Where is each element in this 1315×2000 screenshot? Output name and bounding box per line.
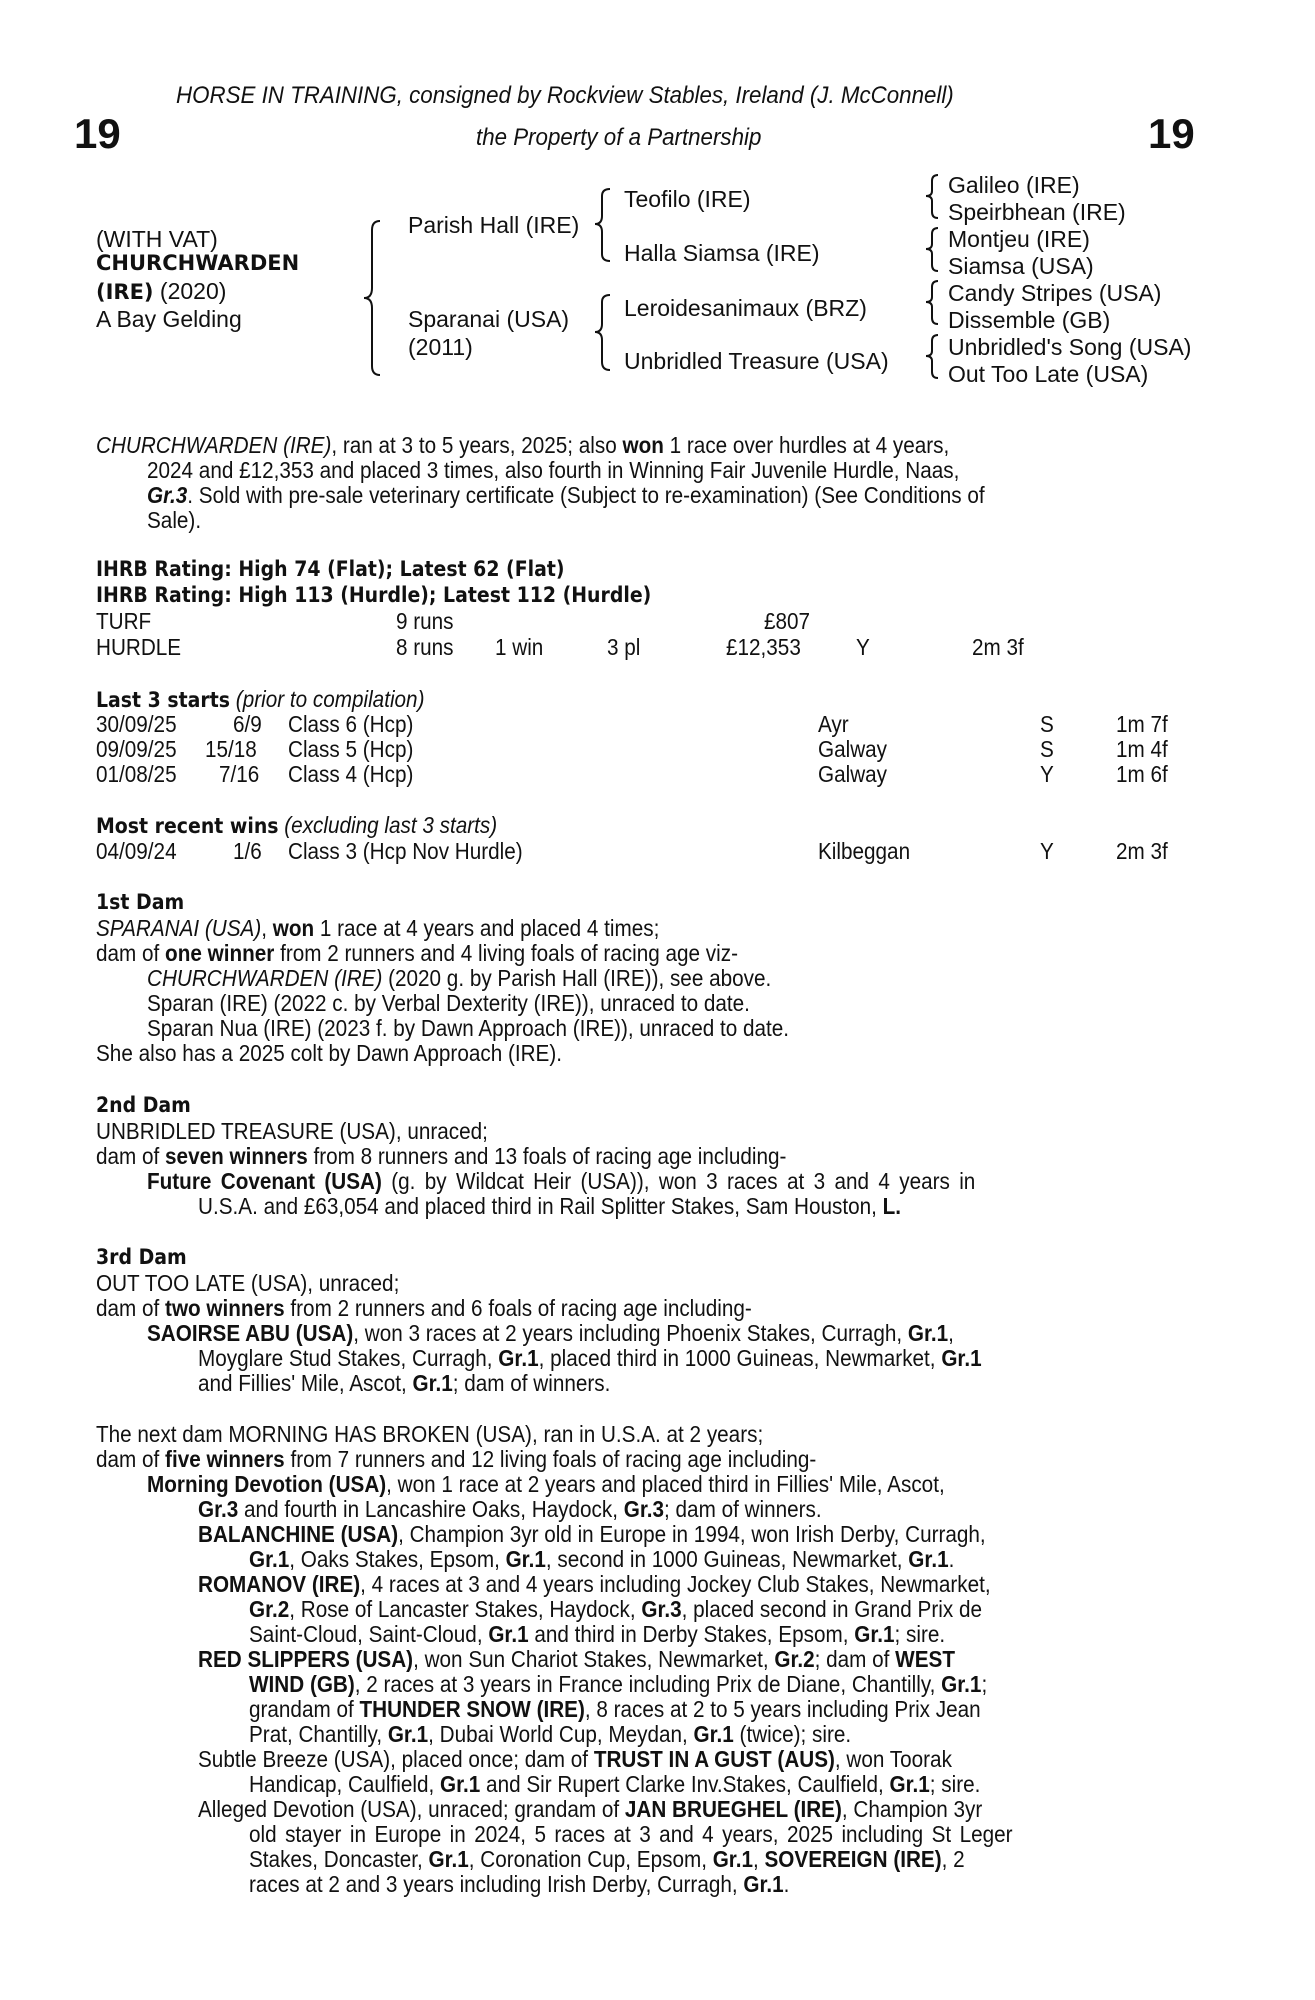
text: ; sire. (894, 1621, 946, 1647)
alleged-devotion-line-4 (249, 1871, 789, 1897)
dam3-progeny-line-1: SAOIRSE ABU (USA), won 3 races at 2 years including Phoenix Stakes, Curragh, Gr.1, (147, 1320, 954, 1346)
record-type: HURDLE (96, 634, 182, 660)
morning-devotion-line-2 (198, 1496, 822, 1522)
text: ; (981, 1671, 988, 1697)
text: , (753, 1846, 765, 1872)
text: Stakes, Doncaster, (249, 1846, 429, 1872)
recent-wins-heading (96, 812, 497, 839)
text: grandam of (249, 1696, 360, 1722)
sire: Parish Hall (IRE) (408, 212, 580, 238)
dam1-foal-2: Sparan (IRE) (2022 c. by Verbal Dexterity (IRE)), unraced to date. (147, 990, 750, 1016)
dam4-line-1: The next dam MORNING HAS BROKEN (USA), ran in U.S.A. at 2 years; (96, 1421, 764, 1447)
grade-badge: Gr.1 (440, 1771, 481, 1797)
balanchine-line-2 (249, 1546, 954, 1572)
text: and Fillies' Mile, Ascot, (198, 1370, 413, 1396)
red-slippers-line-4 (249, 1721, 851, 1747)
pedigree-brace-g78 (924, 332, 944, 382)
owner-line: the Property of a Partnership (476, 124, 762, 151)
dam: Sparanai (USA) (408, 306, 570, 332)
text: , (261, 915, 273, 941)
grade-badge: Gr.1 (412, 1370, 453, 1396)
dam2-winners: seven winners (165, 1143, 308, 1169)
start-course: Ayr (818, 711, 849, 737)
ggp-3: Montjeu (IRE) (948, 226, 1090, 252)
horse-name: CHURCHWARDEN (96, 251, 300, 275)
record-wins: 1 win (495, 634, 544, 660)
text: U.S.A. and £63,054 and placed third in Rail Splitter Stakes, Sam Houston, (198, 1193, 883, 1219)
ggp-4: Siamsa (USA) (948, 253, 1094, 279)
start-date: 09/09/25 (96, 736, 177, 762)
dam1-won: won (272, 915, 315, 941)
progeny-name: WIND (GB) (249, 1671, 355, 1697)
text: , Champion 3yr (841, 1796, 983, 1822)
dam1-winners: one winner (165, 940, 275, 966)
subtle-breeze-line-2 (249, 1771, 980, 1797)
text: and third in Derby Stakes, Epsom, (528, 1621, 855, 1647)
grade-badge: Gr.1 (889, 1771, 930, 1797)
progeny-name: ROMANOV (IRE) (198, 1571, 361, 1597)
grade-badge: Gr.3 (198, 1496, 239, 1522)
start-date: 30/09/25 (96, 711, 177, 737)
record-runs: 8 runs (396, 634, 454, 660)
summary-line-4: Sale). (147, 507, 202, 533)
red-slippers-line-3 (249, 1696, 981, 1722)
recent-wins-subtitle: (excluding last 3 starts) (284, 812, 498, 838)
win-going: Y (1040, 838, 1054, 864)
text: , 8 races at 2 to 5 years including Prix Jean (584, 1696, 981, 1722)
summary-horse-name: CHURCHWARDEN (IRE) (96, 432, 332, 458)
lot-number-left: 19 (74, 110, 121, 157)
progeny-name: Future Covenant (USA) (147, 1168, 382, 1194)
start-course: Galway (818, 761, 888, 787)
dam1-note: She also has a 2025 colt by Dawn Approach (IRE). (96, 1040, 563, 1066)
progeny-name: THUNDER SNOW (IRE) (359, 1696, 585, 1722)
dam3-line-1: OUT TOO LATE (USA), unraced; (96, 1270, 400, 1296)
win-course: Kilbeggan (818, 838, 911, 864)
ggp-5: Candy Stripes (USA) (948, 280, 1162, 306)
foal-name: CHURCHWARDEN (IRE) (147, 965, 383, 991)
ggp-2: Speirbhean (IRE) (948, 199, 1126, 225)
grade-badge: Gr.1 (712, 1846, 753, 1872)
text: , won 3 races at 2 years including Phoenix Stakes, Curragh, (353, 1320, 908, 1346)
text: ; sire. (929, 1771, 981, 1797)
horse-year: (2020) (159, 278, 227, 304)
dam-sire: Leroidesanimaux (BRZ) (624, 295, 867, 321)
text: (g. by Wildcat Heir (USA)), won 3 races at 3 and 4 years in (381, 1168, 976, 1194)
dam3-line-2 (96, 1295, 752, 1321)
grade-badge: Gr.1 (387, 1721, 429, 1747)
sire-dam: Halla Siamsa (IRE) (624, 240, 820, 266)
text: and Sir Rupert Clarke Inv.Stakes, Caulfield, (480, 1771, 890, 1797)
morning-devotion-line-1 (147, 1471, 945, 1497)
record-runs: 9 runs (396, 608, 454, 634)
record-prize: £12,353 (726, 634, 801, 660)
text: , 2 (941, 1846, 965, 1872)
pedigree-brace-dam (592, 292, 616, 376)
text: Alleged Devotion (USA), unraced; grandam of (198, 1796, 625, 1822)
alleged-devotion-line-1 (198, 1796, 982, 1822)
summary-won: won (622, 432, 664, 458)
text: ; dam of winners. (664, 1496, 822, 1522)
win-date: 04/09/24 (96, 838, 177, 864)
dam1-line-1 (96, 915, 659, 941)
text: Moyglare Stud Stakes, Curragh, (198, 1345, 499, 1371)
start-class: Class 4 (Hcp) (288, 761, 414, 787)
grade-badge: Gr.1 (907, 1320, 949, 1346)
pedigree-brace-g12 (924, 172, 944, 222)
listed-badge: L. (882, 1193, 902, 1219)
record-type: TURF (96, 608, 152, 634)
summary-line-1 (96, 432, 949, 458)
text: from 2 runners and 6 foals of racing age including- (284, 1295, 752, 1321)
dam3-winners: two winners (165, 1295, 285, 1321)
progeny-name: JAN BRUEGHEL (IRE) (624, 1796, 842, 1822)
horse-description: A Bay Gelding (96, 306, 242, 332)
grade-badge: Gr.1 (498, 1345, 539, 1371)
ggp-8: Out Too Late (USA) (948, 361, 1149, 387)
text: dam of (96, 1446, 166, 1472)
summary-line-3 (147, 482, 985, 508)
record-going: Y (856, 634, 870, 660)
start-position: 7/16 (219, 761, 260, 787)
progeny-name: SOVEREIGN (IRE) (764, 1846, 942, 1872)
text: Saint-Cloud, Saint-Cloud, (249, 1621, 489, 1647)
start-going: Y (1040, 761, 1054, 787)
grade-badge: Gr.2 (249, 1596, 290, 1622)
subtle-breeze-line-1 (198, 1746, 952, 1772)
text: (2020 g. by Parish Hall (IRE)), see above. (382, 965, 772, 991)
grade-badge: Gr.1 (941, 1671, 982, 1697)
last-starts-title: Last 3 starts (96, 688, 231, 712)
text: , 2 races at 3 years in France including Prix de Diane, Chantilly, (354, 1671, 942, 1697)
win-class: Class 3 (Hcp Nov Hurdle) (288, 838, 523, 864)
vat-label: (WITH VAT) (96, 226, 218, 252)
lot-number-right: 19 (1148, 110, 1195, 157)
text: , won 1 race at 2 years and placed third in Fillies' Mile, Ascot, (386, 1471, 945, 1497)
text: Subtle Breeze (USA), placed once; dam of (198, 1746, 594, 1772)
text: , won Sun Chariot Stakes, Newmarket, (413, 1646, 775, 1672)
text: from 2 runners and 4 living foals of racing age viz- (274, 940, 738, 966)
grade-badge: Gr.3 (641, 1596, 682, 1622)
romanov-line-3 (249, 1621, 945, 1647)
record-distance: 2m 3f (972, 634, 1024, 660)
grade-badge: Gr.2 (774, 1646, 815, 1672)
grade-badge: Gr.1 (693, 1721, 734, 1747)
pedigree-brace-main (360, 218, 390, 378)
dam-dam: Unbridled Treasure (USA) (624, 348, 889, 374)
ggp-7: Unbridled's Song (USA) (948, 334, 1192, 360)
progeny-name: SAOIRSE ABU (USA) (147, 1320, 354, 1346)
last-starts-subtitle: (prior to compilation) (235, 686, 425, 712)
sire-sire: Teofilo (IRE) (624, 186, 751, 212)
start-class: Class 5 (Hcp) (288, 736, 414, 762)
text: , Oaks Stakes, Epsom, (289, 1546, 506, 1572)
dam1-title: 1st Dam (96, 890, 185, 914)
dam1-line-2 (96, 940, 738, 966)
rating-hurdle: IHRB Rating: High 113 (Hurdle); Latest 112 (Hurdle) (96, 583, 652, 607)
record-placed: 3 pl (607, 634, 641, 660)
text: , Rose of Lancaster Stakes, Haydock, (289, 1596, 642, 1622)
text: from 8 runners and 13 foals of racing age including- (307, 1143, 787, 1169)
dam4-winners: five winners (165, 1446, 285, 1472)
grade-badge: Gr.1 (941, 1345, 982, 1371)
text: races at 2 and 3 years including Irish Derby, Curragh, (249, 1871, 744, 1897)
win-distance: 2m 3f (1116, 838, 1168, 864)
text: , 4 races at 3 and 4 years including Jockey Club Stakes, Newmarket, (360, 1571, 991, 1597)
text: dam of (96, 940, 166, 966)
text: . (948, 1546, 955, 1572)
alleged-devotion-line-2: old stayer in Europe in 2024, 5 races at 3 and 4 years, 2025 including St Leger (249, 1821, 1013, 1847)
dam3-title: 3rd Dam (96, 1245, 187, 1269)
text: 1 race at 4 years and placed 4 times; (314, 915, 660, 941)
text: , Champion 3yr old in Europe in 1994, won Irish Derby, Curragh, (398, 1521, 986, 1547)
horse-country: (IRE) (96, 280, 154, 304)
grade-badge: Gr.1 (488, 1621, 529, 1647)
recent-wins-title: Most recent wins (96, 814, 279, 838)
summary-grade: Gr.3 (147, 482, 188, 508)
romanov-line-2 (249, 1596, 982, 1622)
dam1-name: SPARANAI (USA) (96, 915, 262, 941)
dam4-line-2 (96, 1446, 816, 1472)
grade-badge: Gr.1 (743, 1871, 784, 1897)
text: from 7 runners and 12 living foals of racing age including- (284, 1446, 817, 1472)
progeny-name: WEST (895, 1646, 955, 1672)
grade-badge: Gr.3 (623, 1496, 665, 1522)
red-slippers-line-2 (249, 1671, 987, 1697)
text: ; dam of (814, 1646, 896, 1672)
summary-text: , ran at 3 to 5 years, 2025; also (331, 432, 623, 458)
dam2-progeny-line-1 (147, 1168, 975, 1194)
dam3-progeny-line-2 (198, 1345, 982, 1371)
alleged-devotion-line-3 (249, 1846, 965, 1872)
start-distance: 1m 7f (1116, 711, 1168, 737)
dam1-foal-1 (147, 965, 771, 991)
balanchine-line-1 (198, 1521, 986, 1547)
progeny-name: RED SLIPPERS (USA) (198, 1646, 414, 1672)
pedigree-brace-g56 (924, 278, 944, 328)
text: dam of (96, 1143, 166, 1169)
start-going: S (1040, 711, 1054, 737)
rating-flat: IHRB Rating: High 74 (Flat); Latest 62 (Flat) (96, 557, 565, 581)
text: , won Toorak (834, 1746, 952, 1772)
start-class: Class 6 (Hcp) (288, 711, 414, 737)
record-prize: £807 (764, 608, 811, 634)
progeny-name: Morning Devotion (USA) (147, 1471, 387, 1497)
dam2-line-1: UNBRIDLED TREASURE (USA), unraced; (96, 1118, 488, 1144)
start-date: 01/08/25 (96, 761, 177, 787)
grade-badge: Gr.1 (908, 1546, 949, 1572)
text: , placed second in Grand Prix de (681, 1596, 982, 1622)
consignor-line: HORSE IN TRAINING, consigned by Rockview Stables, Ireland (J. McConnell) (176, 82, 954, 109)
last-starts-heading (96, 686, 424, 713)
dam-year: (2011) (408, 334, 473, 360)
summary-text: . Sold with pre-sale veterinary certificate (Subject to re-examination) (See Conditions of (187, 482, 985, 508)
dam1-foal-3: Sparan Nua (IRE) (2023 f. by Dawn Approach (IRE)), unraced to date. (147, 1015, 790, 1041)
start-going: S (1040, 736, 1054, 762)
ggp-1: Galileo (IRE) (948, 172, 1080, 198)
text: , second in 1000 Guineas, Newmarket, (545, 1546, 909, 1572)
horse-country-year (96, 278, 226, 305)
ggp-6: Dissemble (GB) (948, 307, 1111, 333)
red-slippers-line-1 (198, 1646, 955, 1672)
text: , Coronation Cup, Epsom, (468, 1846, 713, 1872)
dam2-line-2 (96, 1143, 786, 1169)
text: . (783, 1871, 790, 1897)
grade-badge: Gr.1 (505, 1546, 546, 1572)
text: Handicap, Caulfield, (249, 1771, 441, 1797)
progeny-name: BALANCHINE (USA) (198, 1521, 399, 1547)
dam2-progeny-line-2 (198, 1193, 901, 1219)
start-distance: 1m 4f (1116, 736, 1168, 762)
start-position: 6/9 (233, 711, 262, 737)
text: dam of (96, 1295, 166, 1321)
summary-text: 1 race over hurdles at 4 years, (663, 432, 950, 458)
pedigree-brace-sire (592, 186, 616, 266)
grade-badge: Gr.1 (249, 1546, 290, 1572)
text: Prat, Chantilly, (249, 1721, 388, 1747)
dam2-title: 2nd Dam (96, 1093, 191, 1117)
start-position: 15/18 (205, 736, 257, 762)
summary-line-2: 2024 and £12,353 and placed 3 times, also fourth in Winning Fair Juvenile Hurdle, Naas, (147, 457, 960, 483)
grade-badge: Gr.1 (854, 1621, 895, 1647)
win-position: 1/6 (233, 838, 262, 864)
romanov-line-1 (198, 1571, 991, 1597)
text: , placed third in 1000 Guineas, Newmarket, (538, 1345, 942, 1371)
text: and fourth in Lancashire Oaks, Haydock, (238, 1496, 624, 1522)
text: (twice); sire. (733, 1721, 852, 1747)
start-distance: 1m 6f (1116, 761, 1168, 787)
start-course: Galway (818, 736, 888, 762)
grade-badge: Gr.1 (428, 1846, 469, 1872)
dam3-progeny-line-3 (198, 1370, 610, 1396)
pedigree-brace-g34 (924, 225, 944, 275)
progeny-name: TRUST IN A GUST (AUS) (593, 1746, 835, 1772)
text: , Dubai World Cup, Meydan, (428, 1721, 694, 1747)
text: ; dam of winners. (452, 1370, 611, 1396)
